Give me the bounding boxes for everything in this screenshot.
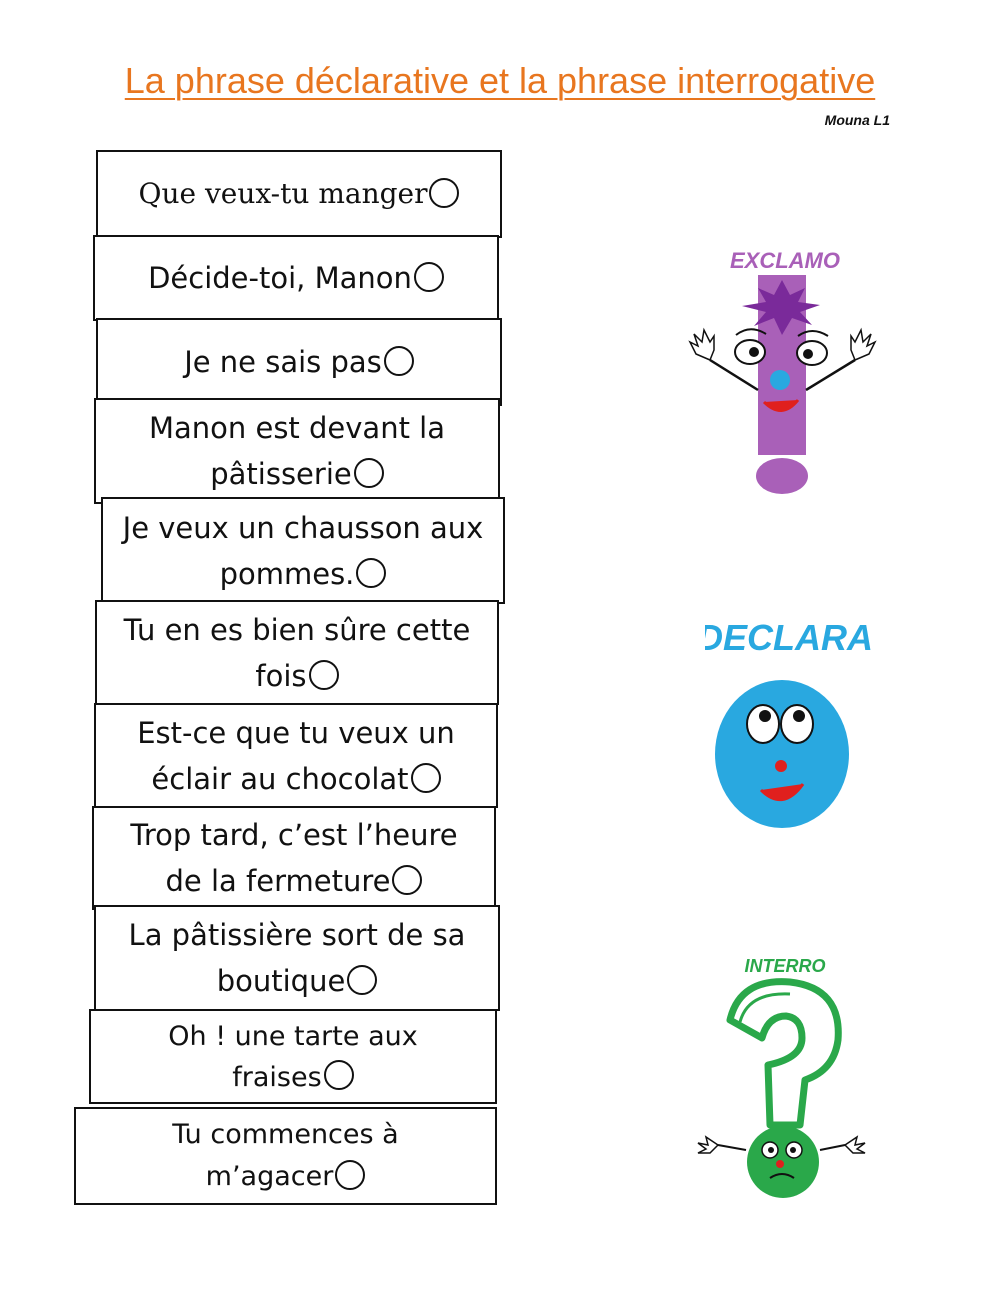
mascot-label: EXCLAMO <box>730 248 840 273</box>
question-mark-icon <box>690 950 870 1200</box>
answer-drop-circle[interactable] <box>392 865 422 895</box>
sentence-text: boutique <box>216 964 346 998</box>
sentence-text: fois <box>255 658 307 693</box>
sentence-text: Est-ce que tu veux un <box>137 715 455 750</box>
answer-drop-circle[interactable] <box>309 660 339 690</box>
sentence-text: m’agacer <box>205 1161 334 1192</box>
sentence-text: pommes. <box>219 556 355 591</box>
sentence-text: Tu en es bien sûre cette <box>123 612 471 647</box>
sentence-text: Je veux un chausson aux <box>122 510 484 545</box>
sentence-text: Trop tard, c’est l’heure <box>130 818 458 852</box>
sentence-text: Je ne sais pas <box>184 345 382 379</box>
sentence-box <box>94 905 500 1011</box>
sentence-box <box>94 703 498 808</box>
sentence-box <box>93 235 499 321</box>
mascot-label: DECLARA <box>705 617 873 658</box>
sentence-box <box>92 806 496 910</box>
sentence-text: pâtisserie <box>210 457 352 491</box>
sentence-box <box>74 1107 497 1205</box>
sentence-text: éclair au chocolat <box>151 761 409 796</box>
sentence-text: Tu commences à <box>172 1119 399 1150</box>
sentence-box <box>94 398 500 504</box>
smiley-face-icon <box>705 612 875 837</box>
author-label: Mouna L1 <box>824 112 890 128</box>
answer-drop-circle[interactable] <box>429 178 459 208</box>
sentence-text: Manon est devant la <box>148 411 446 445</box>
sentence-text: de la fermeture <box>165 864 391 898</box>
answer-drop-circle[interactable] <box>354 458 384 488</box>
declara-mascot[interactable] <box>705 612 875 837</box>
sentence-box <box>101 497 505 604</box>
interro-mascot[interactable] <box>690 950 870 1200</box>
sentence-text: Oh ! une tarte aux <box>168 1020 418 1052</box>
answer-drop-circle[interactable] <box>356 558 386 588</box>
sentence-text: Que veux-tu manger <box>138 177 428 210</box>
answer-drop-circle[interactable] <box>411 763 441 793</box>
sentence-box <box>95 600 499 705</box>
exclamo-mascot[interactable] <box>670 240 900 500</box>
answer-drop-circle[interactable] <box>335 1160 365 1190</box>
sentence-box <box>89 1009 497 1104</box>
sentence-text: Décide-toi, Manon <box>148 261 412 295</box>
answer-drop-circle[interactable] <box>324 1060 354 1090</box>
sentence-box <box>96 318 502 406</box>
sentence-text: La pâtissière sort de sa <box>128 918 466 952</box>
mascot-label: INTERRO <box>744 956 826 976</box>
sentence-text: fraises <box>232 1061 322 1093</box>
answer-drop-circle[interactable] <box>384 346 414 376</box>
sentence-box <box>96 150 502 238</box>
exclamation-mark-icon <box>670 240 900 500</box>
page-title: La phrase déclarative et la phrase interrogative <box>124 60 876 101</box>
answer-drop-circle[interactable] <box>347 965 377 995</box>
answer-drop-circle[interactable] <box>414 262 444 292</box>
